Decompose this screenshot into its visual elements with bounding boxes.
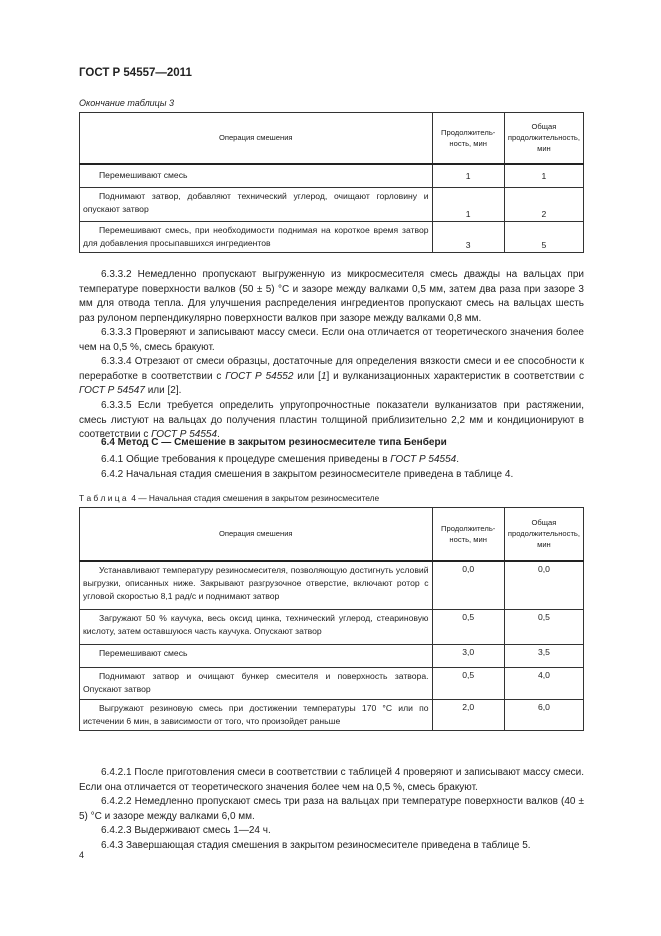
text: или [: [293, 370, 321, 382]
table-row: [80, 645, 584, 668]
column-header: Общая продолжительность, мин: [504, 113, 583, 164]
table4-caption: [79, 493, 379, 503]
table-row: [80, 561, 584, 610]
paragraph-6-4-3: 6.4.3 Завершающая стадия смешения в закрытом резиносмесителе приведена в таблице 5.: [101, 840, 531, 851]
cell-duration: 2,0: [432, 700, 504, 731]
column-header: Операция смешения: [80, 508, 433, 561]
cell-total: 1: [504, 164, 583, 188]
standard-reference: ГОСТ Р 54547: [79, 385, 145, 397]
cell-duration: 0,5: [432, 668, 504, 700]
paragraph-6-3-3-2: 6.3.3.2 Немедленно пропускают выгруженную из микросмесителя смесь дважды на вальцах при температуре поверхности валков (50 ± 5) °С и зазоре между валками 0,5 мм, затем два раза при зазоре 3 мм для отвода тепла. Для улучшения распределения ингредиентов пропускают смесь на вальцах шесть раз рулоном перпендикулярно поверхности валков при зазоре между валками 0,8 мм.: [79, 269, 584, 324]
table-row: [80, 222, 584, 253]
paragraph-6-4-2: 6.4.2 Начальная стадия смешения в закрытом резиносмесителе приведена в таблице 4.: [101, 469, 514, 480]
document-header: ГОСТ Р 54557—2011: [79, 67, 192, 79]
column-header: Операция смешения: [80, 113, 433, 164]
cell-total: 3,5: [504, 645, 583, 668]
paragraph-6-4-2-1: 6.4.2.1 После приготовления смеси в соответствии с таблицей 4 проверяют и записывают массу смеси. Если она отличается от теоретического значения более чем на 0,5 %, смесь бракуют.: [79, 767, 584, 793]
text: 6.3.3.4 Отрезают от смеси образцы, достаточные для определения вязкости смеси и ее способности к переработке в соответствии с: [79, 356, 584, 382]
table-row: [80, 610, 584, 645]
standard-reference: ГОСТ Р 54554: [390, 454, 457, 465]
text: 6.3.3.5 Если требуется определить упругопрочностные показатели вулканизатов при растяжении, смесь листуют на вальцах до получения пластин толщиной приблизительно 2,2 мм и кондиционируют в соответствии с: [79, 400, 584, 441]
cell-total: 0,0: [504, 561, 583, 610]
table-3: [79, 112, 584, 253]
table-row: [80, 164, 584, 188]
text: или [: [144, 385, 171, 397]
cell-operation: Выгружают резиновую смесь при достижении температуры 170 °С или по истечении 6 мин, в зависимости от того, что произойдет раньше: [80, 700, 433, 731]
caption-text: 4 — Начальная стадия смешения в закрытом резиносмесителе: [131, 493, 380, 503]
cell-duration: 0,0: [432, 561, 504, 610]
standard-reference: ГОСТ Р 54552: [225, 370, 294, 382]
cell-operation: Перемешивают смесь: [80, 645, 433, 668]
cell-duration: 3,0: [432, 645, 504, 668]
table-row: [80, 700, 584, 731]
cell-operation: Перемешивают смесь: [80, 164, 433, 188]
section-heading: 6.4 Метод С — Смешение в закрытом резиносмесителе типа Бенбери: [101, 437, 447, 448]
cell-duration: 3: [432, 222, 504, 253]
cell-total: 5: [504, 222, 583, 253]
text: 6.4.1 Общие требования к процедуре смешения приведены в: [101, 454, 391, 465]
cell-duration: 1: [432, 188, 504, 222]
text: .: [217, 429, 220, 441]
table-row: [80, 188, 584, 222]
bibliography-reference: 2: [170, 385, 176, 397]
cell-duration: 1: [432, 164, 504, 188]
text: ].: [175, 385, 182, 397]
cell-operation: Перемешивают смесь, при необходимости поднимая на короткое время затвор для добавления просыпавшихся ингредиентов: [80, 222, 433, 253]
column-header: Продолжитель-ность, мин: [432, 113, 504, 164]
table-row: [80, 668, 584, 700]
cell-operation: Устанавливают температуру резиносмесителя, позволяющую достигнуть условий выгрузки, описанных ниже. Закрывают разгрузочное отверстие, включают ротор с угловой скоростью 8,1 рад/с и поднимают затвор: [80, 561, 433, 610]
column-header: Общая продолжительность, мин: [504, 508, 583, 561]
cell-total: 2: [504, 188, 583, 222]
cell-operation: Поднимают затвор и очищают бункер смесителя и поверхность затвора. Опускают затвор: [80, 668, 433, 700]
cell-duration: 0,5: [432, 610, 504, 645]
paragraph-6-3-3-4: [79, 355, 584, 399]
cell-total: 0,5: [504, 610, 583, 645]
paragraph-6-4-2-2: 6.4.2.2 Немедленно пропускают смесь три раза на вальцах при температуре поверхности валков (40 ± 5) °С и зазоре между валками 6,0 мм.: [79, 796, 584, 822]
paragraph-6-3-3-3: 6.3.3.3 Проверяют и записывают массу смеси. Если она отличается от теоретического значения более чем на 0,5 %, смесь бракуют.: [79, 327, 584, 353]
table-4: [79, 507, 584, 731]
cell-operation: Поднимают затвор, добавляют технический углерод, очищают горловину и опускают затвор: [80, 188, 433, 222]
page-number: 4: [79, 850, 85, 860]
column-header: Продолжитель-ность, мин: [432, 508, 504, 561]
bibliography-reference: 1: [320, 370, 327, 382]
text: ] и вулканизационных характеристик в соответствии с: [326, 370, 585, 382]
paragraph-6-4-2-3: 6.4.2.3 Выдерживают смесь 1—24 ч.: [101, 825, 271, 836]
paragraph-6-4-1: [79, 453, 584, 468]
cell-total: 6,0: [504, 700, 583, 731]
text: .: [456, 454, 459, 465]
cell-total: 4,0: [504, 668, 583, 700]
table3-caption: Окончание таблицы 3: [79, 98, 174, 108]
cell-operation: Загружают 50 % каучука, весь оксид цинка, технический углерод, стеариновую кислоту, затем оставшуюся часть каучука. Опускают затвор: [80, 610, 433, 645]
standard-reference: ГОСТ Р 54554: [151, 429, 218, 441]
caption-label: Т а б л и ц а: [79, 493, 127, 503]
